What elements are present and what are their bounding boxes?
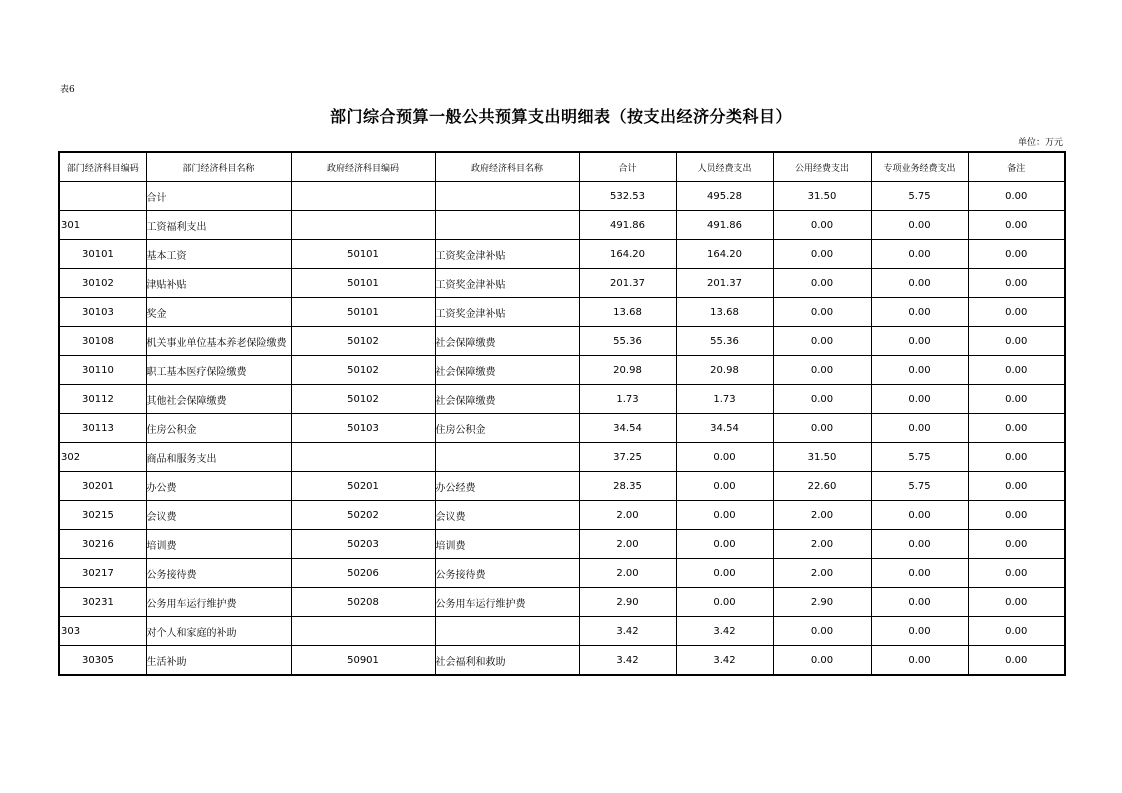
cell-dept-code: 30217: [59, 559, 146, 588]
cell-remarks: 0.00: [968, 211, 1065, 240]
cell-public: 2.90: [773, 588, 871, 617]
cell-remarks: 0.00: [968, 443, 1065, 472]
cell-public: 31.50: [773, 182, 871, 211]
cell-personnel: 13.68: [676, 298, 773, 327]
table-body: [59, 182, 1065, 676]
cell-total: 2.00: [579, 530, 676, 559]
cell-special: 0.00: [871, 298, 968, 327]
cell-personnel: 3.42: [676, 617, 773, 646]
cell-special: 0.00: [871, 327, 968, 356]
cell-gov-name: [435, 182, 579, 211]
header-dept-name: 部门经济科目名称: [146, 152, 291, 182]
cell-special: 0.00: [871, 501, 968, 530]
cell-total: 13.68: [579, 298, 676, 327]
cell-gov-code: 50202: [291, 501, 435, 530]
cell-dept-name: 生活补助: [146, 646, 291, 676]
table-row: [59, 472, 1065, 501]
cell-dept-name: 商品和服务支出: [146, 443, 291, 472]
cell-remarks: 0.00: [968, 414, 1065, 443]
cell-personnel: 495.28: [676, 182, 773, 211]
cell-total: 20.98: [579, 356, 676, 385]
cell-dept-code: [59, 182, 146, 211]
table-row: [59, 211, 1065, 240]
cell-dept-code: 30216: [59, 530, 146, 559]
cell-remarks: 0.00: [968, 356, 1065, 385]
cell-public: 0.00: [773, 211, 871, 240]
cell-special: 0.00: [871, 530, 968, 559]
table-row: [59, 298, 1065, 327]
cell-gov-name: 社会保障缴费: [435, 356, 579, 385]
cell-gov-name: 培训费: [435, 530, 579, 559]
cell-gov-name: 住房公积金: [435, 414, 579, 443]
cell-gov-code: [291, 211, 435, 240]
cell-total: 3.42: [579, 646, 676, 676]
cell-special: 5.75: [871, 472, 968, 501]
cell-special: 0.00: [871, 385, 968, 414]
table-row: [59, 414, 1065, 443]
cell-gov-code: 50901: [291, 646, 435, 676]
cell-gov-name: 公务接待费: [435, 559, 579, 588]
table-row: [59, 559, 1065, 588]
cell-personnel: 201.37: [676, 269, 773, 298]
cell-total: 3.42: [579, 617, 676, 646]
cell-personnel: 1.73: [676, 385, 773, 414]
cell-personnel: 0.00: [676, 501, 773, 530]
cell-personnel: 491.86: [676, 211, 773, 240]
header-gov-name: 政府经济科目名称: [435, 152, 579, 182]
cell-dept-code: 303: [59, 617, 146, 646]
cell-public: 0.00: [773, 385, 871, 414]
table-row: [59, 443, 1065, 472]
table-row: [59, 385, 1065, 414]
cell-special: 0.00: [871, 559, 968, 588]
cell-remarks: 0.00: [968, 472, 1065, 501]
cell-dept-code: 30103: [59, 298, 146, 327]
cell-total: 164.20: [579, 240, 676, 269]
header-dept-code: 部门经济科目编码: [59, 152, 146, 182]
cell-dept-code: 301: [59, 211, 146, 240]
cell-gov-name: 工资奖金津补贴: [435, 240, 579, 269]
cell-gov-name: 公务用车运行维护费: [435, 588, 579, 617]
cell-public: 2.00: [773, 501, 871, 530]
cell-remarks: 0.00: [968, 385, 1065, 414]
cell-special: 5.75: [871, 443, 968, 472]
cell-public: 0.00: [773, 414, 871, 443]
cell-gov-name: 社会保障缴费: [435, 385, 579, 414]
cell-dept-code: 30215: [59, 501, 146, 530]
cell-remarks: 0.00: [968, 298, 1065, 327]
table-row: [59, 269, 1065, 298]
table-number-label: 表6: [60, 85, 75, 95]
cell-personnel: 34.54: [676, 414, 773, 443]
table-row: [59, 530, 1065, 559]
cell-gov-name: 工资奖金津补贴: [435, 269, 579, 298]
cell-dept-code: 302: [59, 443, 146, 472]
cell-gov-name: 社会福利和救助: [435, 646, 579, 676]
table-row: [59, 617, 1065, 646]
table-row: [59, 646, 1065, 676]
cell-gov-code: [291, 617, 435, 646]
cell-dept-code: 30102: [59, 269, 146, 298]
cell-public: 2.00: [773, 559, 871, 588]
cell-dept-code: 30231: [59, 588, 146, 617]
cell-special: 0.00: [871, 617, 968, 646]
header-gov-code: 政府经济科目编码: [291, 152, 435, 182]
cell-dept-name: 职工基本医疗保险缴费: [146, 356, 291, 385]
table-row: [59, 182, 1065, 211]
cell-dept-name: 工资福利支出: [146, 211, 291, 240]
cell-gov-code: 50102: [291, 327, 435, 356]
cell-total: 2.90: [579, 588, 676, 617]
cell-remarks: 0.00: [968, 269, 1065, 298]
cell-dept-name: 办公费: [146, 472, 291, 501]
cell-personnel: 0.00: [676, 559, 773, 588]
cell-personnel: 3.42: [676, 646, 773, 676]
cell-dept-name: 其他社会保障缴费: [146, 385, 291, 414]
cell-dept-code: 30305: [59, 646, 146, 676]
cell-public: 0.00: [773, 240, 871, 269]
cell-gov-code: 50201: [291, 472, 435, 501]
cell-total: 37.25: [579, 443, 676, 472]
table-row: [59, 240, 1065, 269]
cell-special: 0.00: [871, 356, 968, 385]
cell-personnel: 0.00: [676, 530, 773, 559]
table-row: [59, 501, 1065, 530]
cell-personnel: 0.00: [676, 588, 773, 617]
cell-dept-name: 对个人和家庭的补助: [146, 617, 291, 646]
cell-remarks: 0.00: [968, 240, 1065, 269]
budget-detail-table: [58, 151, 1066, 676]
cell-dept-code: 30112: [59, 385, 146, 414]
unit-label: 单位：万元: [1017, 138, 1063, 148]
cell-gov-code: 50103: [291, 414, 435, 443]
cell-gov-code: [291, 443, 435, 472]
cell-public: 31.50: [773, 443, 871, 472]
cell-gov-name: [435, 443, 579, 472]
cell-remarks: 0.00: [968, 182, 1065, 211]
header-special: 专项业务经费支出: [871, 152, 968, 182]
cell-remarks: 0.00: [968, 646, 1065, 676]
cell-public: 0.00: [773, 327, 871, 356]
cell-dept-code: 30101: [59, 240, 146, 269]
cell-remarks: 0.00: [968, 588, 1065, 617]
cell-personnel: 164.20: [676, 240, 773, 269]
cell-dept-name: 合计: [146, 182, 291, 211]
table-row: [59, 327, 1065, 356]
cell-special: 0.00: [871, 588, 968, 617]
cell-special: 0.00: [871, 646, 968, 676]
cell-total: 2.00: [579, 501, 676, 530]
cell-gov-name: 工资奖金津补贴: [435, 298, 579, 327]
cell-total: 532.53: [579, 182, 676, 211]
cell-special: 5.75: [871, 182, 968, 211]
cell-gov-name: [435, 211, 579, 240]
cell-gov-code: 50101: [291, 240, 435, 269]
cell-personnel: 0.00: [676, 472, 773, 501]
cell-dept-name: 机关事业单位基本养老保险缴费: [146, 327, 291, 356]
cell-total: 491.86: [579, 211, 676, 240]
cell-special: 0.00: [871, 414, 968, 443]
cell-dept-name: 住房公积金: [146, 414, 291, 443]
cell-dept-code: 30108: [59, 327, 146, 356]
cell-remarks: 0.00: [968, 327, 1065, 356]
cell-dept-name: 培训费: [146, 530, 291, 559]
cell-special: 0.00: [871, 269, 968, 298]
cell-dept-name: 公务接待费: [146, 559, 291, 588]
cell-dept-name: 会议费: [146, 501, 291, 530]
cell-gov-code: 50206: [291, 559, 435, 588]
cell-gov-code: 50102: [291, 385, 435, 414]
cell-gov-code: 50102: [291, 356, 435, 385]
header-remarks: 备注: [968, 152, 1065, 182]
cell-gov-code: [291, 182, 435, 211]
header-total: 合计: [579, 152, 676, 182]
cell-gov-code: 50101: [291, 269, 435, 298]
cell-total: 2.00: [579, 559, 676, 588]
cell-dept-name: 公务用车运行维护费: [146, 588, 291, 617]
cell-public: 0.00: [773, 617, 871, 646]
cell-gov-name: 社会保障缴费: [435, 327, 579, 356]
cell-public: 22.60: [773, 472, 871, 501]
cell-total: 34.54: [579, 414, 676, 443]
cell-total: 1.73: [579, 385, 676, 414]
cell-public: 0.00: [773, 646, 871, 676]
cell-total: 55.36: [579, 327, 676, 356]
cell-total: 28.35: [579, 472, 676, 501]
cell-gov-name: [435, 617, 579, 646]
cell-public: 2.00: [773, 530, 871, 559]
cell-gov-name: 办公经费: [435, 472, 579, 501]
cell-remarks: 0.00: [968, 530, 1065, 559]
cell-gov-code: 50101: [291, 298, 435, 327]
header-public: 公用经费支出: [773, 152, 871, 182]
table-row: [59, 588, 1065, 617]
cell-dept-name: 基本工资: [146, 240, 291, 269]
cell-public: 0.00: [773, 356, 871, 385]
cell-dept-name: 奖金: [146, 298, 291, 327]
cell-dept-code: 30201: [59, 472, 146, 501]
table-row: [59, 356, 1065, 385]
cell-gov-name: 会议费: [435, 501, 579, 530]
cell-gov-code: 50203: [291, 530, 435, 559]
header-personnel: 人员经费支出: [676, 152, 773, 182]
cell-personnel: 55.36: [676, 327, 773, 356]
cell-gov-code: 50208: [291, 588, 435, 617]
cell-dept-code: 30113: [59, 414, 146, 443]
cell-special: 0.00: [871, 240, 968, 269]
cell-remarks: 0.00: [968, 617, 1065, 646]
cell-dept-code: 30110: [59, 356, 146, 385]
page-title: 部门综合预算一般公共预算支出明细表（按支出经济分类科目）: [329, 107, 792, 126]
cell-dept-name: 津贴补贴: [146, 269, 291, 298]
cell-public: 0.00: [773, 269, 871, 298]
cell-special: 0.00: [871, 211, 968, 240]
cell-total: 201.37: [579, 269, 676, 298]
cell-remarks: 0.00: [968, 559, 1065, 588]
cell-personnel: 0.00: [676, 443, 773, 472]
cell-remarks: 0.00: [968, 501, 1065, 530]
table-header-row: [59, 152, 1065, 182]
cell-public: 0.00: [773, 298, 871, 327]
cell-personnel: 20.98: [676, 356, 773, 385]
